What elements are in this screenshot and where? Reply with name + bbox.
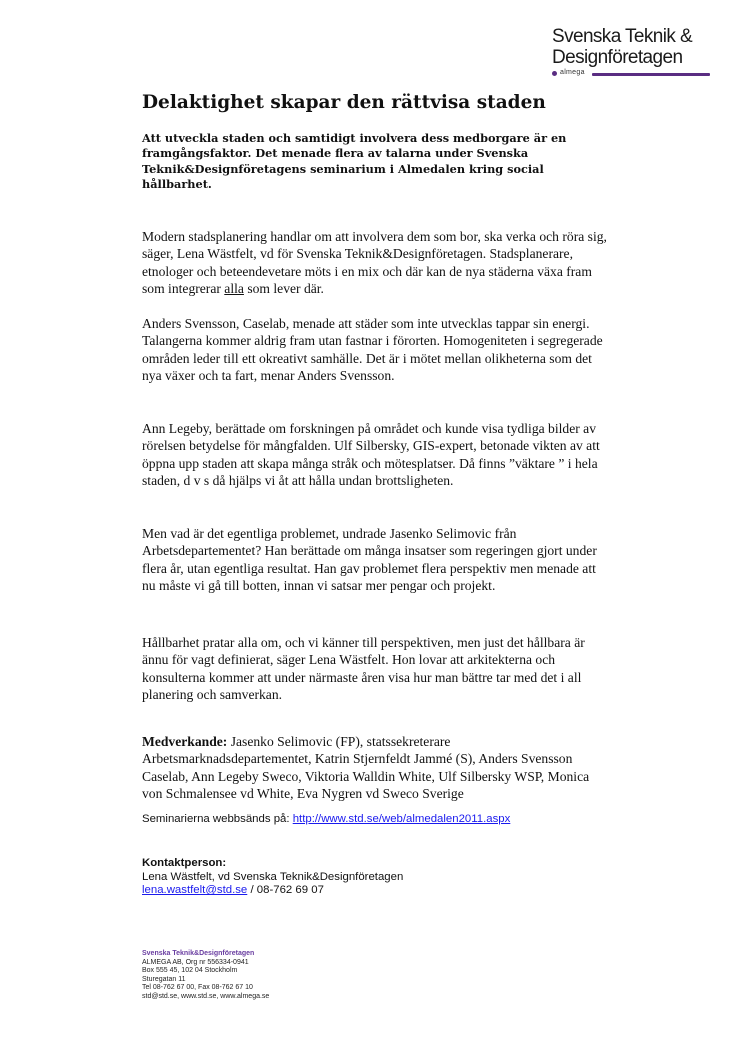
paragraph-2: Anders Svensson, Caselab, menade att städer som inte utvecklas tappar sin energi. Talangerna kommer aldrig fram utan fastnar i förorten. Homogeniteten i segregerade områden leder till ett okreativt samhälle. Det är i mötet mellan olikheterna som det nya växer och ta fart, menar Anders Svensson. <box>142 316 603 384</box>
contact-phone: / 08-762 69 07 <box>247 884 324 897</box>
contact-email-link[interactable]: lena.wastfelt@std.se <box>142 884 248 897</box>
footer-line-4: Tel 08-762 67 00, Fax 08-762 67 10 <box>142 984 253 992</box>
footer-line-5: std@std.se, www.std.se, www.almega.se <box>142 992 270 1000</box>
logo-line-1: Svenska Teknik & <box>552 26 693 47</box>
participants-paragraph <box>142 733 612 803</box>
lead-paragraph: Att utveckla staden och samtidigt involvera dess medborgare är en framgångsfaktor. Det menade flera av talarna under Svenska Teknik&Designföretagens seminarium i Almedalen kring social hållbarhet. <box>142 131 567 191</box>
logo-dot-icon <box>552 71 557 76</box>
page-footer <box>142 950 269 1002</box>
webcast-line <box>142 813 510 827</box>
logo-line-2: Designföretagen <box>552 47 683 68</box>
footer-line-3: Sturegatan 11 <box>142 975 186 983</box>
paragraph-5: Hållbarhet pratar alla om, och vi känner till perspektiven, men just det hållbara är ännu för vagt definierat, säger Lena Wästfelt. Hon lovar att arkitekterna och konsulterna kommer att under närmaste åren visa hur man bättre tar med det i all planering och samverkan. <box>142 635 585 703</box>
contact-line <box>142 884 403 898</box>
participants-text: Jasenko Selimovic (FP), statssekreterare Arbetsmarknadsdepartementet, Katrin Stjernfeldt Jammé (S), Anders Svensson Caselab, Ann Legeby Sweco, Viktoria Walldin White, Ulf Silbersky WSP, Monica von Schmalensee vd White, Eva Nygren vd Sweco Sverige <box>142 734 590 802</box>
contact-label: Kontaktperson: <box>142 857 227 869</box>
paragraph-1-end: som lever där. <box>243 281 324 297</box>
logo-purple-line <box>592 73 710 76</box>
logo-almega-bar <box>552 71 710 77</box>
footer-line-2: Box 555 45, 102 04 Stockholm <box>142 967 238 975</box>
contact-block <box>142 857 403 898</box>
footer-org-name: Svenska Teknik&Designföretagen <box>142 950 255 957</box>
participants-label: Medverkande: <box>142 734 228 749</box>
company-logo <box>552 26 717 76</box>
webcast-text: Seminarierna webbsänds på: <box>142 813 293 825</box>
page-title: Delaktighet skapar den rättvisa staden <box>142 92 546 113</box>
paragraph-1-text: Modern stadsplanering handlar om att involvera dem som bor, ska verka och röra sig, säger, Lena Wästfelt, vd för Svenska Teknik&Designföretagen. Stadsplanerare, etnologer och beteendevetare möts i en mix och där kan de nya städerna växa fram som integrerar <box>142 229 607 297</box>
paragraph-1 <box>142 228 612 298</box>
contact-name: Lena Wästfelt, vd Svenska Teknik&Designföretagen <box>142 870 404 883</box>
footer-line-1: ALMEGA AB, Org nr 556334-0941 <box>142 958 249 966</box>
webcast-link[interactable]: http://www.std.se/web/almedalen2011.aspx <box>292 813 511 825</box>
logo-almega-text: almega <box>560 69 585 76</box>
paragraph-4: Men vad är det egentliga problemet, undrade Jasenko Selimovic från Arbetsdepartementet? Han berättade om många insatser som regeringen gjort under flera år, utan egentliga resultat. Han gav problemet flera perspektiv men menade att nu måste vi gå till botten, innan vi satsar mer pengar och projekt. <box>142 526 597 594</box>
paragraph-3: Ann Legeby, berättade om forskningen på området och kunde visa tydliga bilder av rörelsen betydelse för mångfalden. Ulf Silbersky, GIS-expert, betonade vikten av att öppna upp staden att skapa många stråk och mötesplatser. Då finns ”väktare ” i hela staden, d v s då hjälps vi åt att hålla undan brottsligheten. <box>142 421 600 489</box>
paragraph-1-underlined: alla <box>224 281 244 297</box>
